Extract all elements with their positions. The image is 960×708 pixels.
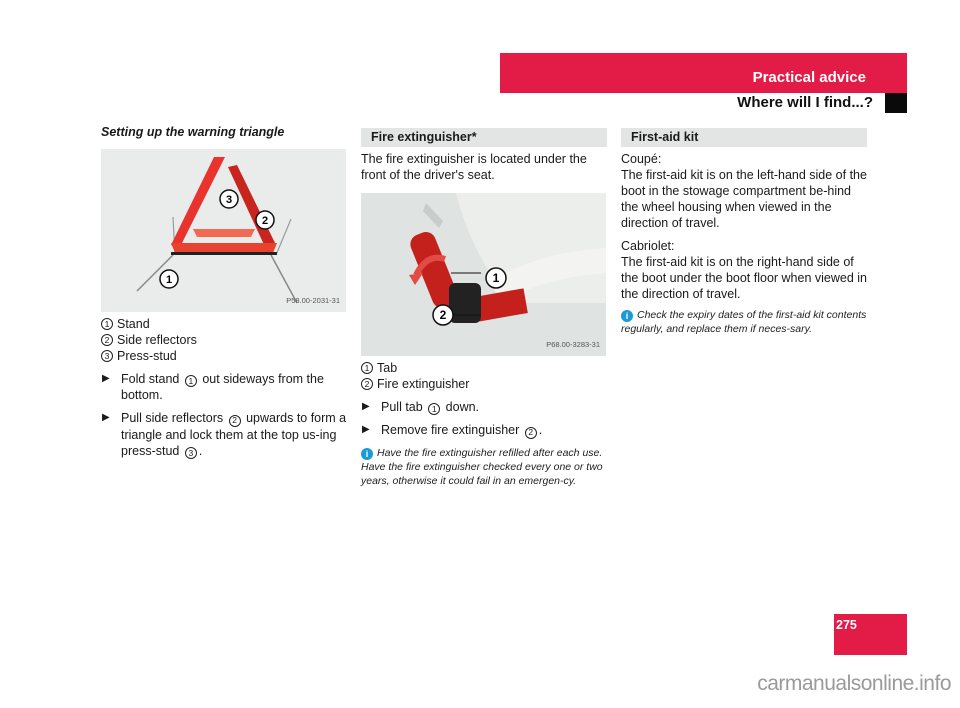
- triangle-bullet-icon: ▶: [102, 412, 110, 424]
- triangle-bullet-icon: ▶: [362, 424, 370, 436]
- fire-extinguisher-column: [361, 124, 607, 488]
- step-text: [121, 410, 347, 459]
- page-number: 275: [836, 618, 857, 632]
- chapter-tab-marker: [885, 93, 907, 113]
- note-text: Have the fire extinguisher checked every one or two years, otherwise it could fail in an emergen-cy.: [361, 460, 603, 487]
- legend-label: Fire extinguisher: [377, 377, 470, 391]
- fire-extinguisher-illustration: [361, 193, 606, 356]
- svg-text:2: 2: [261, 215, 269, 227]
- number-circle-icon: 2: [525, 427, 537, 439]
- svg-text:2: 2: [439, 308, 447, 322]
- step-text-part: Pull side reflectors: [121, 411, 224, 426]
- instruction-step: [361, 422, 607, 438]
- chapter-header-bar: [500, 53, 907, 93]
- number-circle-icon: 1: [428, 403, 440, 415]
- info-icon: i: [621, 310, 633, 322]
- coupe-paragraph: [621, 151, 867, 231]
- svg-text:1: 1: [492, 271, 500, 285]
- cabriolet-text: The first-aid kit is on the right-hand side of the boot under the boot floor when viewed in the direction of travel.: [621, 255, 868, 301]
- step-text-part: .: [538, 423, 543, 438]
- figure-code: P58.00-2031-31: [286, 296, 340, 305]
- page-number-box: [834, 614, 907, 655]
- warning-triangle-column: [101, 124, 347, 459]
- step-text-part: .: [198, 443, 203, 458]
- number-circle-icon: 1: [101, 318, 113, 330]
- svg-text:3: 3: [225, 194, 233, 206]
- warning-triangle-illustration: [101, 149, 346, 312]
- number-circle-icon: 2: [101, 334, 113, 346]
- legend-item: [361, 376, 607, 392]
- note-text: Check the expiry dates of the first-aid kit contents regularly, and replace them if neces-sary.: [621, 309, 867, 335]
- step-text: [381, 399, 479, 415]
- triangle-bullet-icon: ▶: [102, 373, 110, 384]
- svg-text:1: 1: [165, 274, 173, 286]
- info-note: [361, 446, 607, 488]
- legend-item: [101, 332, 347, 348]
- legend-label: Side reflectors: [117, 333, 197, 347]
- step-text-part: Remove fire extinguisher: [381, 423, 520, 438]
- legend-item: [101, 316, 347, 332]
- legend-item: [361, 360, 607, 376]
- step-text: [121, 371, 347, 403]
- fire-extinguisher-heading: Fire extinguisher*: [361, 128, 607, 147]
- number-circle-icon: 2: [229, 415, 241, 427]
- cabriolet-paragraph: [621, 238, 867, 302]
- legend-label: Tab: [377, 361, 398, 375]
- instruction-step: [101, 410, 347, 459]
- subsection-title: Where will I find...?: [737, 94, 873, 111]
- fire-extinguisher-figure: [361, 193, 606, 356]
- step-text-part: out sideways from the bottom.: [121, 372, 324, 403]
- number-circle-icon: 2: [361, 378, 373, 390]
- info-icon: i: [361, 448, 373, 460]
- warning-triangle-heading: Setting up the warning triangle: [101, 125, 285, 139]
- cabriolet-label: Cabriolet:: [621, 239, 675, 253]
- step-text-part: upwards to form a triangle and lock them at the top us-ing press-stud: [121, 411, 347, 458]
- coupe-text: The first-aid kit is on the left-hand side of the boot in the stowage compartment be-hind the wheel housing when viewed in the direction of travel.: [621, 168, 867, 230]
- first-aid-kit-column: [621, 124, 867, 336]
- instruction-step: [101, 371, 347, 403]
- chapter-title: Practical advice: [752, 69, 866, 86]
- info-note: [621, 308, 867, 336]
- fire-extinguisher-intro: The fire extinguisher is located under the front of the driver's seat.: [361, 152, 587, 182]
- legend-list: [101, 316, 347, 364]
- number-circle-icon: 1: [185, 375, 197, 387]
- step-text-part: down.: [445, 400, 480, 414]
- instruction-step: [361, 399, 607, 415]
- number-circle-icon: 3: [101, 350, 113, 362]
- legend-label: Press-stud: [117, 349, 177, 363]
- warning-triangle-figure: [101, 149, 346, 312]
- step-text-part: Pull tab: [381, 400, 423, 414]
- figure-code: P68.00-3283-31: [546, 340, 600, 349]
- first-aid-kit-heading: First-aid kit: [621, 128, 867, 147]
- step-text: [381, 422, 542, 438]
- legend-list: [361, 360, 607, 392]
- number-circle-icon: 3: [185, 447, 197, 459]
- step-text-part: Fold stand: [121, 372, 180, 386]
- note-text: Have the fire extinguisher refilled after each use.: [377, 446, 603, 459]
- legend-label: Stand: [117, 317, 150, 331]
- number-circle-icon: 1: [361, 362, 373, 374]
- watermark: carmanualsonline.info: [757, 672, 951, 695]
- legend-item: [101, 348, 347, 364]
- triangle-bullet-icon: ▶: [362, 401, 370, 412]
- coupe-label: Coupé:: [621, 152, 662, 166]
